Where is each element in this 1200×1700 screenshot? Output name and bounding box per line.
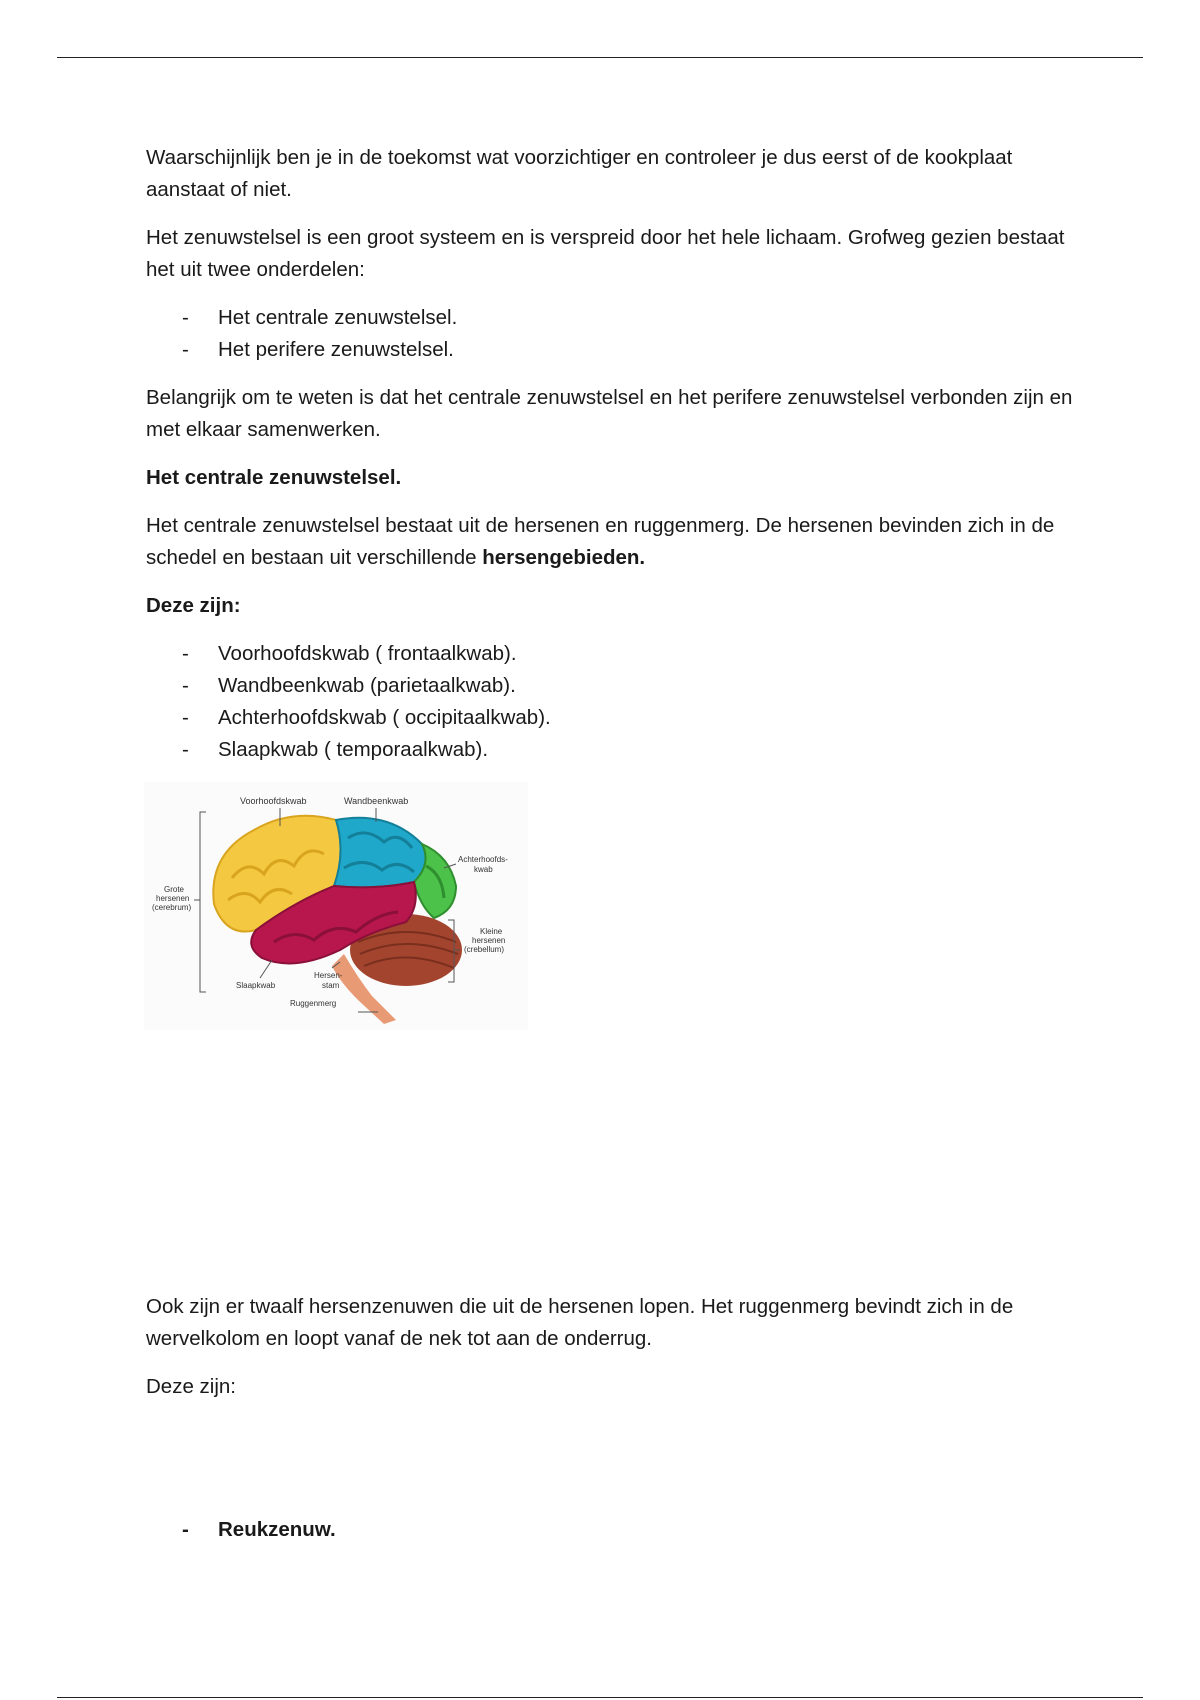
list-brain-areas (146, 638, 1076, 766)
section-heading: Het centrale zenuwstelsel. (146, 466, 402, 489)
list-item: - Het perifere zenuwstelsel. (146, 334, 1076, 366)
list-item: - Voorhoofdskwab ( frontaalkwab). (146, 638, 1076, 670)
list-item: - Wandbeenkwab (parietaalkwab). (146, 670, 1076, 702)
paragraph: Waarschijnlijk ben je in de toekomst wat voorzichtiger en controleer je dus eerst of de kookplaat aanstaat of niet. (146, 146, 1013, 201)
document-body (146, 142, 1076, 1030)
subheading: Deze zijn: (146, 594, 241, 617)
brain-diagram (144, 782, 528, 1030)
label-grote-hersenen-2: hersenen (156, 894, 190, 903)
label-achterhoofdskwab-2: kwab (474, 865, 493, 874)
list-item: - Het centrale zenuwstelsel. (146, 302, 1076, 334)
header-rule (57, 57, 1143, 58)
paragraph-text: Het centrale zenuwstelsel bestaat uit de hersenen en ruggenmerg. De hersenen bevinden zich in de schedel en bestaan uit verschillende (146, 514, 1055, 569)
paragraph: Ook zijn er twaalf hersenzenuwen die uit de hersenen lopen. Het ruggenmerg bevindt zich in de wervelkolom en loopt vanaf de nek tot aan de onderrug. (146, 1295, 1014, 1350)
emphasis-text: hersengebieden. (482, 546, 646, 569)
footer-rule (57, 1697, 1143, 1698)
list-cranial-nerves (146, 1514, 1076, 1546)
label-hersenstam-2: stam (322, 981, 340, 990)
paragraph: Het zenuwstelsel is een groot systeem en is verspreid door het hele lichaam. Grofweg gezien bestaat het uit twee onderdelen: (146, 226, 1065, 281)
document-body-continued (146, 1291, 1076, 1419)
label-kleine-hersenen-3: (crebellum) (464, 945, 505, 954)
paragraph: Deze zijn: (146, 1375, 237, 1398)
label-kleine-hersenen: Kleine (480, 927, 503, 936)
list-item: - Slaapkwab ( temporaalkwab). (146, 734, 1076, 766)
paragraph: Belangrijk om te weten is dat het centrale zenuwstelsel en het perifere zenuwstelsel verbonden zijn en met elkaar samenwerken. (146, 386, 1073, 441)
label-grote-hersenen: Grote (164, 885, 185, 894)
list-item: - Reukzenuw. (146, 1514, 1076, 1546)
label-wandbeenkwab: Wandbeenkwab (344, 796, 409, 806)
label-achterhoofdskwab: Achterhoofds- (458, 855, 508, 864)
label-voorhoofdskwab: Voorhoofdskwab (240, 796, 307, 806)
list-nervous-system-parts (146, 302, 1076, 366)
paragraph (146, 510, 1076, 574)
label-grote-hersenen-3: (cerebrum) (152, 903, 192, 912)
document-body-end (146, 1514, 1076, 1562)
list-item: - Achterhoofdskwab ( occipitaalkwab). (146, 702, 1076, 734)
label-hersenstam: Hersen- (314, 971, 343, 980)
label-ruggenmerg: Ruggenmerg (290, 999, 337, 1008)
label-slaapkwab: Slaapkwab (236, 981, 276, 990)
label-kleine-hersenen-2: hersenen (472, 936, 506, 945)
